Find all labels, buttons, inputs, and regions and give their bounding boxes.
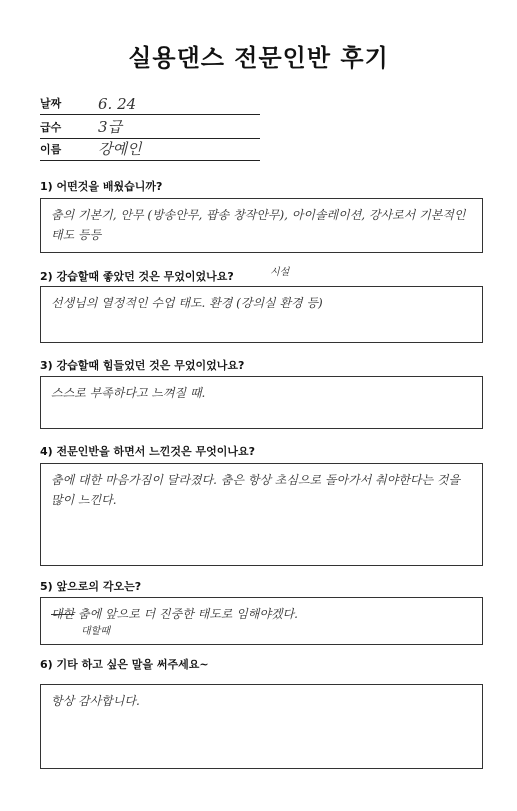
name-row	[40, 138, 260, 161]
name-value: 강예인	[98, 140, 142, 158]
answer-5-struck: 대한	[51, 607, 75, 621]
answer-2-insert: 시설	[270, 267, 290, 278]
name-label: 이름	[40, 143, 62, 156]
question-5: 5) 앞으로의 각오는?	[40, 580, 142, 593]
level-label: 급수	[40, 121, 62, 134]
question-4: 4) 전문인반을 하면서 느낀것은 무엇이나요?	[40, 445, 256, 458]
question-1: 1) 어떤것을 배웠습니까?	[40, 180, 163, 193]
question-3: 3) 강습할때 힘들었던 것은 무었이었나요?	[40, 359, 245, 372]
answer-3: 스스로 부족하다고 느껴질 때.	[51, 386, 206, 400]
answer-5	[51, 604, 472, 624]
date-value: 6. 24	[98, 95, 137, 113]
answer-5-insert: 대할때	[81, 626, 110, 637]
level-value: 3급	[98, 118, 123, 136]
answer-4: 춤에 대한 마음가짐이 달라졌다. 춤은 항상 초심으로 돌아가서 춰야한다는 것을 많이 느낀다.	[51, 473, 461, 507]
date-label: 날짜	[40, 97, 62, 110]
form-title: 실용댄스 전문인반 후기	[128, 44, 389, 72]
level-row	[40, 116, 260, 139]
answer-2: 선생님의 열정적인 수업 태도. 환경 (강의실 환경 등)	[51, 296, 323, 310]
answer-5-text: 춤에 앞으로 더 진중한 태도로 임해야겠다.	[78, 607, 298, 621]
question-6: 6) 기타 하고 싶은 말을 써주세요~	[40, 658, 209, 671]
answer-6: 항상 감사합니다.	[51, 694, 140, 708]
answer-box-1[interactable]	[40, 198, 483, 253]
answer-1: 춤의 기본기, 안무 (방송안무, 팝송 창작안무), 아이솔레이션, 강사로서 기본적인 태도 등등	[51, 208, 466, 242]
answer-box-3[interactable]	[40, 376, 483, 429]
answer-box-2[interactable]	[40, 286, 483, 343]
question-2: 2) 강습할때 좋았던 것은 무었이었나요?	[40, 270, 234, 283]
date-row	[40, 92, 260, 115]
answer-box-5[interactable]	[40, 597, 483, 645]
answer-box-4[interactable]	[40, 463, 483, 566]
answer-box-6[interactable]	[40, 684, 483, 769]
